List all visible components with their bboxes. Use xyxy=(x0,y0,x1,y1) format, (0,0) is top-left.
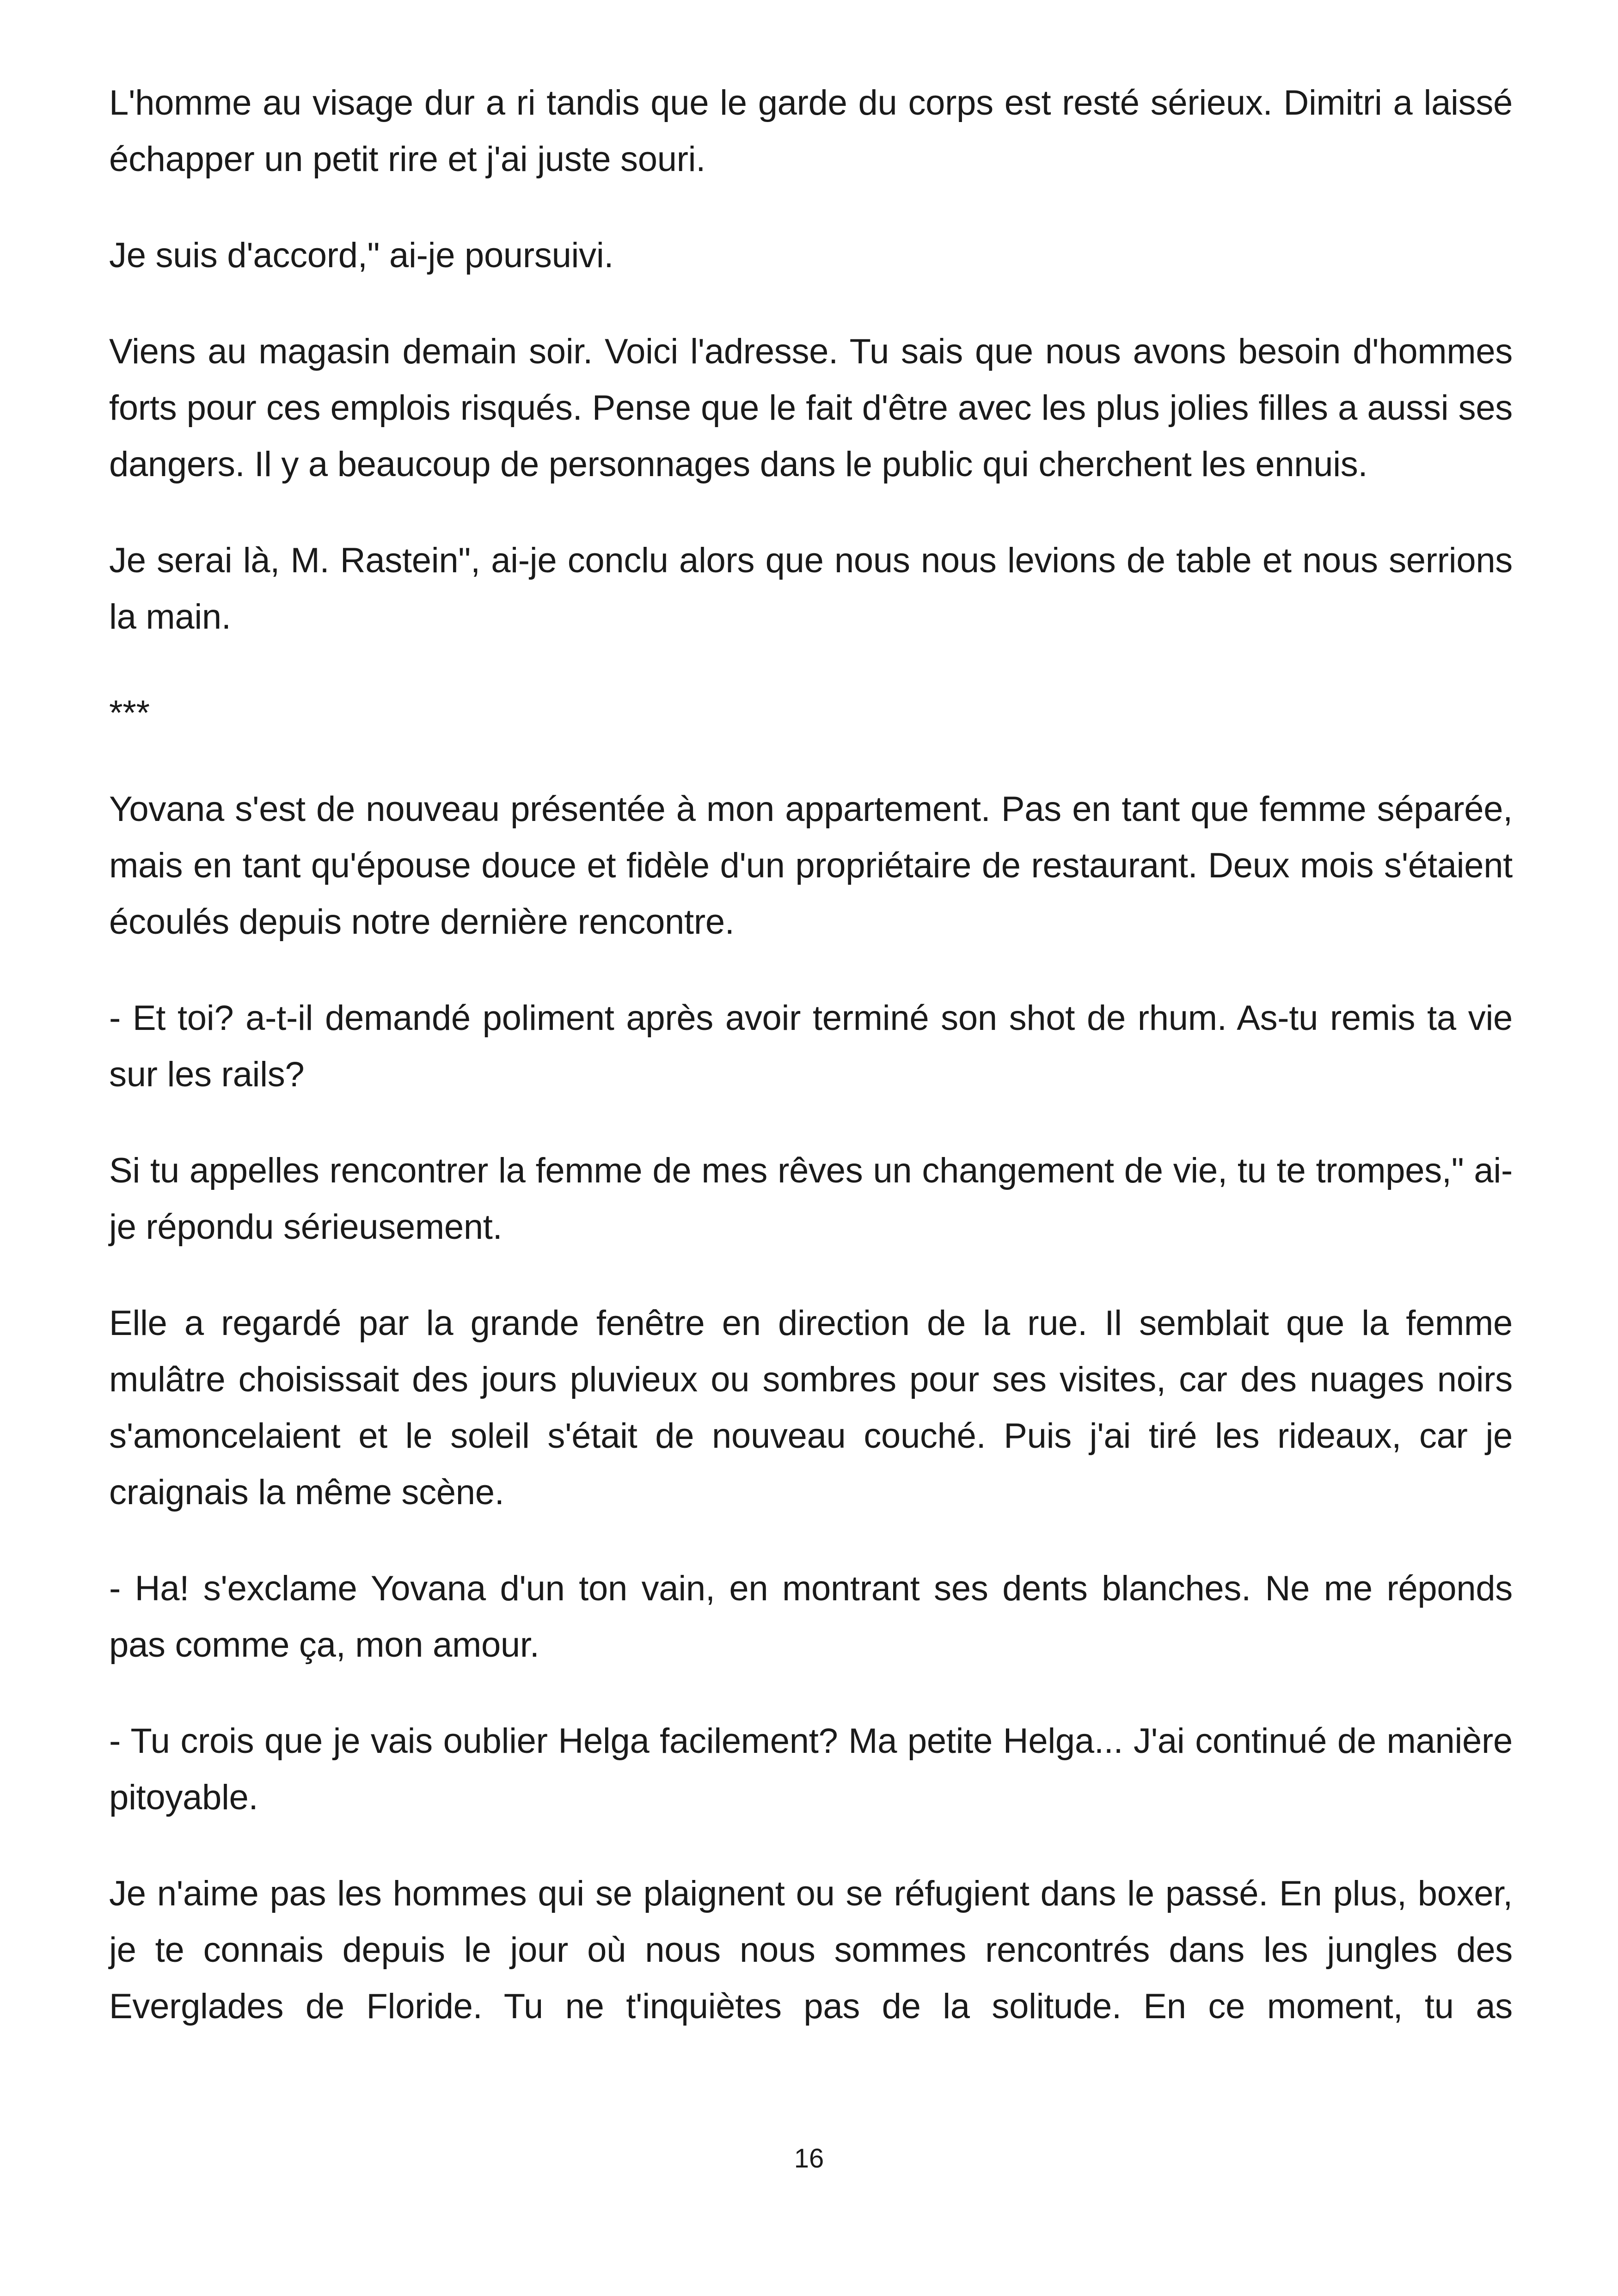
body-text xyxy=(109,75,1513,2035)
paragraph: Viens au magasin demain soir. Voici l'adresse. Tu sais que nous avons besoin d'hommes forts pour ces emplois risqués. Pense que le fait d'être avec les plus jolies filles a aussi ses dangers. Il y a beaucoup de personnages dans le public qui cherchent les ennuis. xyxy=(109,332,1513,484)
page-number: 16 xyxy=(794,2143,824,2174)
paragraph: - Tu crois que je vais oublier Helga facilement? Ma petite Helga... J'ai continué de manière pitoyable. xyxy=(109,1721,1513,1817)
paragraph: Je serai là, M. Rastein", ai-je conclu alors que nous nous levions de table et nous serrions la main. xyxy=(109,541,1513,637)
paragraph: Yovana s'est de nouveau présentée à mon appartement. Pas en tant que femme séparée, mais en tant qu'épouse douce et fidèle d'un propriétaire de restaurant. Deux mois s'étaient écoulés depuis notre dernière rencontre. xyxy=(109,790,1513,942)
paragraph: Je suis d'accord," ai-je poursuivi. xyxy=(109,236,614,275)
paragraph: Si tu appelles rencontrer la femme de mes rêves un changement de vie, tu te trompes," ai-je répondu sérieusement. xyxy=(109,1151,1513,1247)
paragraph: Je n'aime pas les hommes qui se plaignent ou se réfugient dans le passé. En plus, boxer, je te connais depuis le jour où nous nous sommes rencontrés dans les jungles des Everglades de Floride. Tu ne t'inquiètes pas de la solitude. En ce moment, tu as xyxy=(109,1874,1513,2026)
paragraph: - Ha! s'exclame Yovana d'un ton vain, en montrant ses dents blanches. Ne me réponds pas comme ça, mon amour. xyxy=(109,1569,1513,1665)
paragraph: Elle a regardé par la grande fenêtre en direction de la rue. Il semblait que la femme mulâtre choisissait des jours pluvieux ou sombres pour ses visites, car des nuages noirs s'amoncelaient et le soleil s'était de nouveau couché. Puis j'ai tiré les rideaux, car je craignais la même scène. xyxy=(109,1304,1513,1512)
paragraph: - Et toi? a-t-il demandé poliment après avoir terminé son shot de rhum. As-tu remis ta vie sur les rails? xyxy=(109,998,1513,1094)
paragraph: L'homme au visage dur a ri tandis que le garde du corps est resté sérieux. Dimitri a laissé échapper un petit rire et j'ai juste souri. xyxy=(109,83,1513,179)
section-separator: *** xyxy=(109,693,150,733)
